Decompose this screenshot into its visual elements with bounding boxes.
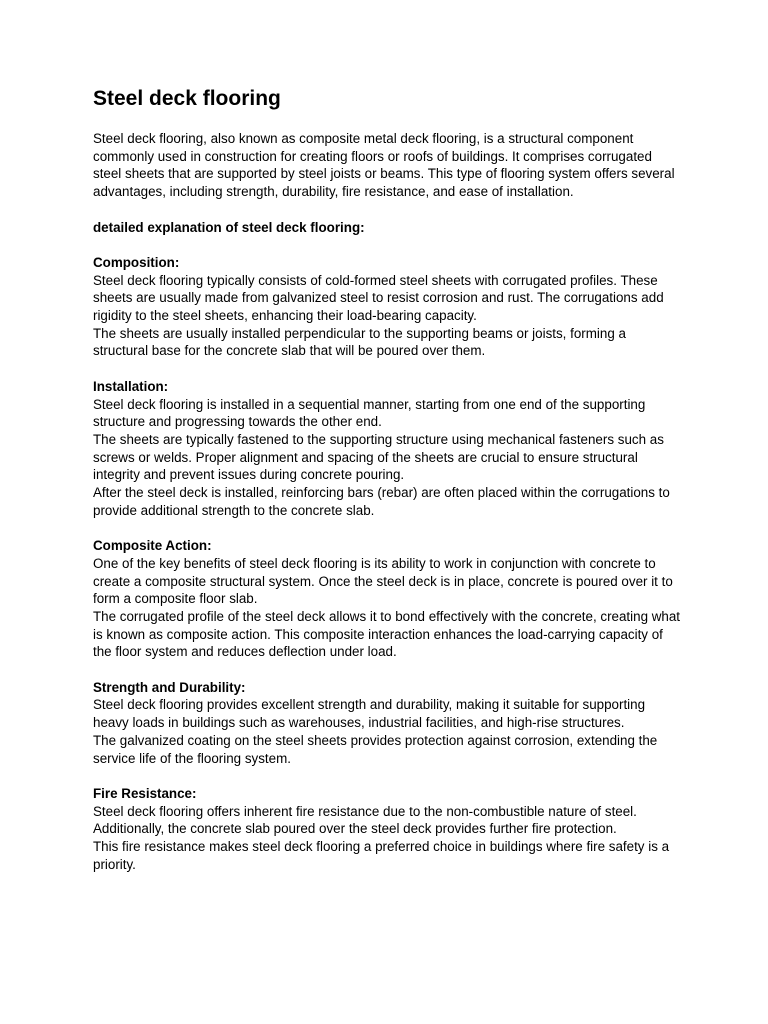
section-paragraph: After the steel deck is installed, reinforcing bars (rebar) are often placed within the corrugations to provide additional strength to the concrete slab. <box>93 485 670 518</box>
section-strength-durability <box>93 679 683 768</box>
section-paragraph: The sheets are typically fastened to the supporting structure using mechanical fasteners such as screws or welds. Proper alignment and spacing of the sheets are crucial to ensure structural integrity and prevent issues during concrete pouring. <box>93 431 664 483</box>
section-heading: Composite Action: <box>93 538 212 554</box>
section-installation <box>93 378 683 520</box>
section-heading: Fire Resistance: <box>93 785 197 801</box>
subheading: detailed explanation of steel deck flooring: <box>93 219 365 235</box>
section-paragraph: Steel deck flooring is installed in a sequential manner, starting from one end of the supporting structure and progressing towards the other end. <box>93 396 646 430</box>
section-paragraph: The galvanized coating on the steel sheets provides protection against corrosion, extending the service life of the flooring system. <box>93 732 658 766</box>
section-paragraph: The corrugated profile of the steel deck allows it to bond effectively with the concrete, creating what is known as composite action. This composite interaction enhances the load-carrying capacity of the floor system and reduces deflection under load. <box>93 608 681 660</box>
section-composite-action <box>93 537 683 661</box>
section-paragraph: Steel deck flooring typically consists of cold-formed steel sheets with corrugated profiles. These sheets are usually made from galvanized steel to resist corrosion and rust. The corrugations add rigidity to the steel sheets, enhancing their load-bearing capacity. <box>93 272 664 323</box>
document-page <box>93 85 683 891</box>
intro-paragraph: Steel deck flooring, also known as composite metal deck flooring, is a structural component commonly used in construction for creating floors or roofs of buildings. It comprises corrugated steel sheets that are supported by steel joists or beams. This type of flooring system offers several advantages, including strength, durability, fire resistance, and ease of installation. <box>93 131 675 200</box>
section-paragraph: The sheets are usually installed perpendicular to the supporting beams or joists, forming a structural base for the concrete slab that will be poured over them. <box>93 325 626 359</box>
section-composition <box>93 254 683 360</box>
section-paragraph: Steel deck flooring offers inherent fire resistance due to the non-combustible nature of steel. Additionally, the concrete slab poured over the steel deck provides further fire protection. <box>93 803 637 837</box>
section-heading: Strength and Durability: <box>93 679 246 695</box>
section-heading: Installation: <box>93 378 169 394</box>
section-paragraph: One of the key benefits of steel deck flooring is its ability to work in conjunction with concrete to create a composite structural system. Once the steel deck is in place, concrete is poured over it to form a composite floor slab. <box>93 555 673 607</box>
section-paragraph: This fire resistance makes steel deck flooring a preferred choice in buildings where fire safety is a priority. <box>93 839 670 872</box>
page-title: Steel deck flooring <box>93 87 281 110</box>
section-heading: Composition: <box>93 254 180 270</box>
section-fire-resistance <box>93 785 683 874</box>
section-paragraph: Steel deck flooring provides excellent strength and durability, making it suitable for supporting heavy loads in buildings such as warehouses, industrial facilities, and high-rise structures. <box>93 697 646 731</box>
